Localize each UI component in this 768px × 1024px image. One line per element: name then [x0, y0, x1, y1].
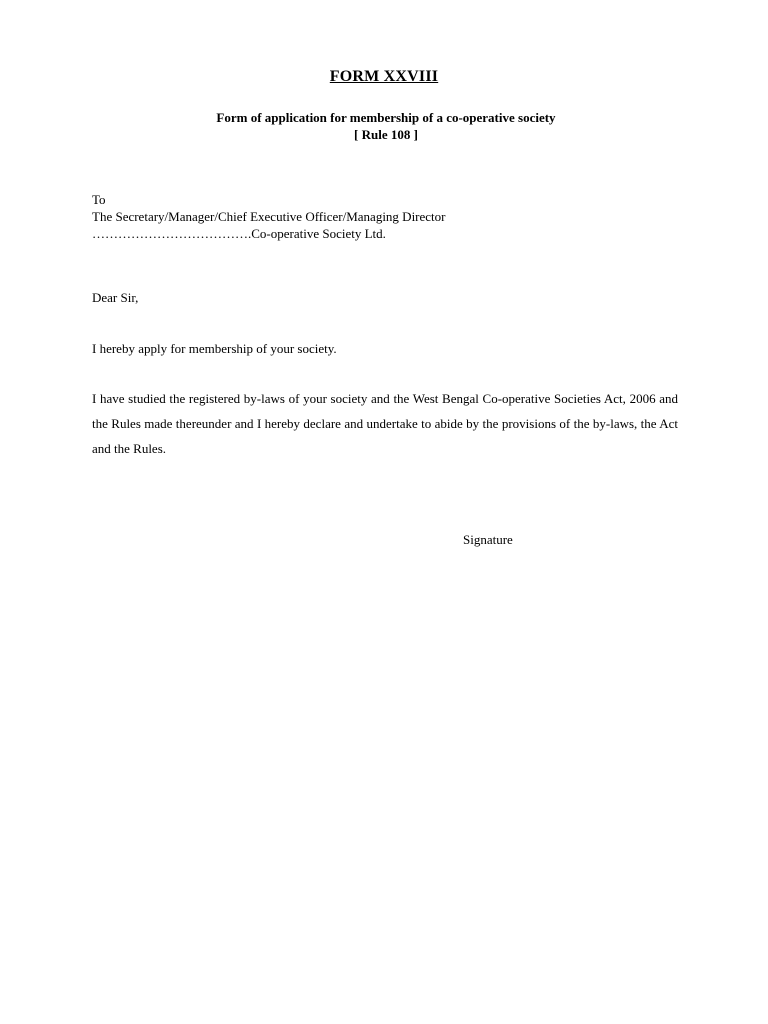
form-rule: [ Rule 108 ]: [354, 127, 418, 142]
form-subtitle: Form of application for membership of a co-operative society: [216, 110, 556, 125]
paragraph-apply: I hereby apply for membership of your society.: [92, 341, 337, 356]
address-block: [92, 191, 446, 242]
address-society: ……………………………….Co-operative Society Ltd.: [92, 226, 386, 241]
address-recipient: The Secretary/Manager/Chief Executive Officer/Managing Director: [92, 209, 446, 224]
paragraph-declaration: I have studied the registered by-laws of your society and the West Bengal Co-operative Societies Act, 2006 and the Rules made thereunder and I hereby declare and undertake to abide by the provisions of the by-laws, the Act and the Rules.: [92, 391, 678, 456]
address-to: To: [92, 192, 106, 207]
signature-label: Signature: [463, 532, 513, 547]
form-subtitle-block: [0, 109, 768, 143]
salutation: Dear Sir,: [92, 290, 139, 305]
form-title: FORM XXVIII: [329, 68, 439, 85]
